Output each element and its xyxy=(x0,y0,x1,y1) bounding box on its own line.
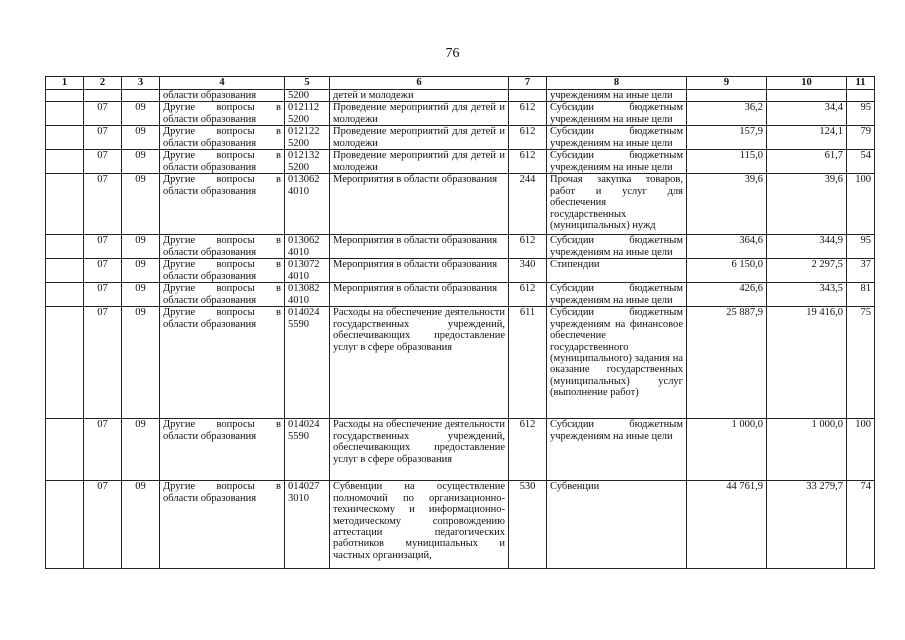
cell-col-3: 09 xyxy=(122,481,160,569)
cell-col-3 xyxy=(122,90,160,102)
cell-col-1 xyxy=(46,102,84,126)
cell-col-5: 5200 xyxy=(285,90,330,102)
cell-col-2: 07 xyxy=(84,235,122,259)
column-header: 9 xyxy=(687,77,767,90)
cell-col-1 xyxy=(46,259,84,283)
cell-col-1 xyxy=(46,283,84,307)
cell-col-5: 014024 5590 xyxy=(285,307,330,419)
cell-col-10: 124,1 xyxy=(767,126,847,150)
table-row xyxy=(46,259,875,283)
cell-col-7: 612 xyxy=(509,419,547,481)
column-header: 5 xyxy=(285,77,330,90)
cell-col-10: 61,7 xyxy=(767,150,847,174)
cell-col-6: Мероприятия в области образования xyxy=(330,283,509,307)
cell-col-11: 95 xyxy=(847,235,875,259)
cell-col-9: 39,6 xyxy=(687,174,767,235)
cell-col-4: Другие вопросы в области образования xyxy=(160,419,285,481)
column-header: 4 xyxy=(160,77,285,90)
cell-col-7: 612 xyxy=(509,235,547,259)
cell-col-1 xyxy=(46,307,84,419)
table-row xyxy=(46,307,875,419)
cell-col-3: 09 xyxy=(122,419,160,481)
cell-col-3: 09 xyxy=(122,307,160,419)
cell-col-3: 09 xyxy=(122,126,160,150)
cell-col-2: 07 xyxy=(84,283,122,307)
cell-col-11: 74 xyxy=(847,481,875,569)
cell-col-9: 25 887,9 xyxy=(687,307,767,419)
cell-col-3: 09 xyxy=(122,235,160,259)
cell-col-2: 07 xyxy=(84,259,122,283)
cell-col-1 xyxy=(46,126,84,150)
table-row xyxy=(46,150,875,174)
cell-col-8: Субсидии бюджетным учреждениям на иные цели xyxy=(547,419,687,481)
cell-col-10: 2 297,5 xyxy=(767,259,847,283)
cell-col-4: Другие вопросы в области образования xyxy=(160,481,285,569)
cell-col-3: 09 xyxy=(122,174,160,235)
cell-col-2: 07 xyxy=(84,307,122,419)
column-header: 6 xyxy=(330,77,509,90)
cell-col-8: Субсидии бюджетным учреждениям на иные цели xyxy=(547,126,687,150)
cell-col-9: 157,9 xyxy=(687,126,767,150)
cell-col-11: 79 xyxy=(847,126,875,150)
cell-col-8: Прочая закупка товаров, работ и услуг для обеспечения государственных (муниципальных) нужд xyxy=(547,174,687,235)
cell-col-11: 100 xyxy=(847,174,875,235)
cell-col-2: 07 xyxy=(84,481,122,569)
cell-col-5: 013062 4010 xyxy=(285,235,330,259)
cell-col-4: Другие вопросы в области образования xyxy=(160,150,285,174)
cell-col-11: 95 xyxy=(847,102,875,126)
cell-col-6: Мероприятия в области образования xyxy=(330,259,509,283)
header-row xyxy=(46,77,875,90)
cell-col-6: детей и молодежи xyxy=(330,90,509,102)
column-header: 10 xyxy=(767,77,847,90)
cell-col-5: 013062 4010 xyxy=(285,174,330,235)
cell-col-1 xyxy=(46,90,84,102)
cell-col-7: 244 xyxy=(509,174,547,235)
cell-col-7: 612 xyxy=(509,126,547,150)
cell-col-8: Субвенции xyxy=(547,481,687,569)
cell-col-5: 014027 3010 xyxy=(285,481,330,569)
cell-col-2: 07 xyxy=(84,102,122,126)
cell-col-8: Субсидии бюджетным учреждениям на иные цели xyxy=(547,235,687,259)
cell-col-6: Субвенции на осуществление полномочий по организационно-техническому и информационно-методическому сопровождению аттестации педагогических работников муниципальных и частных организаций, xyxy=(330,481,509,569)
cell-col-8: учреждениям на иные цели xyxy=(547,90,687,102)
column-header: 3 xyxy=(122,77,160,90)
table-row xyxy=(46,174,875,235)
cell-col-3: 09 xyxy=(122,283,160,307)
cell-col-6: Расходы на обеспечение деятельности государственных учреждений, обеспечивающих предоставление услуг в сфере образования xyxy=(330,419,509,481)
cell-col-3: 09 xyxy=(122,102,160,126)
cell-col-3: 09 xyxy=(122,259,160,283)
cell-col-10: 344,9 xyxy=(767,235,847,259)
cell-col-9: 1 000,0 xyxy=(687,419,767,481)
cell-col-7: 530 xyxy=(509,481,547,569)
cell-col-9: 426,6 xyxy=(687,283,767,307)
cell-col-4: Другие вопросы в области образования xyxy=(160,259,285,283)
table-row xyxy=(46,90,875,102)
cell-col-11: 81 xyxy=(847,283,875,307)
cell-col-4: Другие вопросы в области образования xyxy=(160,235,285,259)
cell-col-2: 07 xyxy=(84,126,122,150)
cell-col-6: Мероприятия в области образования xyxy=(330,174,509,235)
cell-col-8: Субсидии бюджетным учреждениям на иные цели xyxy=(547,102,687,126)
page-number: 76 xyxy=(445,46,460,61)
cell-col-2: 07 xyxy=(84,174,122,235)
table-row xyxy=(46,419,875,481)
cell-col-1 xyxy=(46,481,84,569)
cell-col-7: 340 xyxy=(509,259,547,283)
cell-col-7: 612 xyxy=(509,150,547,174)
table-row xyxy=(46,235,875,259)
cell-col-7: 612 xyxy=(509,102,547,126)
cell-col-6: Проведение мероприятий для детей и молодежи xyxy=(330,126,509,150)
cell-col-10: 19 416,0 xyxy=(767,307,847,419)
cell-col-4: области образования xyxy=(160,90,285,102)
cell-col-8: Стипендии xyxy=(547,259,687,283)
column-header: 2 xyxy=(84,77,122,90)
cell-col-1 xyxy=(46,150,84,174)
cell-col-11: 100 xyxy=(847,419,875,481)
cell-col-8: Субсидии бюджетным учреждениям на иные цели xyxy=(547,283,687,307)
cell-col-5: 012122 5200 xyxy=(285,126,330,150)
column-header: 1 xyxy=(46,77,84,90)
cell-col-10: 39,6 xyxy=(767,174,847,235)
cell-col-11: 37 xyxy=(847,259,875,283)
cell-col-5: 013072 4010 xyxy=(285,259,330,283)
cell-col-11: 75 xyxy=(847,307,875,419)
cell-col-7: 611 xyxy=(509,307,547,419)
cell-col-10: 34,4 xyxy=(767,102,847,126)
cell-col-1 xyxy=(46,235,84,259)
cell-col-6: Проведение мероприятий для детей и молодежи xyxy=(330,150,509,174)
cell-col-1 xyxy=(46,174,84,235)
cell-col-9: 44 761,9 xyxy=(687,481,767,569)
cell-col-3: 09 xyxy=(122,150,160,174)
cell-col-9: 364,6 xyxy=(687,235,767,259)
cell-col-6: Мероприятия в области образования xyxy=(330,235,509,259)
budget-table xyxy=(45,76,875,569)
cell-col-10: 1 000,0 xyxy=(767,419,847,481)
cell-col-4: Другие вопросы в области образования xyxy=(160,283,285,307)
table-row xyxy=(46,283,875,307)
cell-col-6: Проведение мероприятий для детей и молодежи xyxy=(330,102,509,126)
table-row xyxy=(46,481,875,569)
cell-col-4: Другие вопросы в области образования xyxy=(160,102,285,126)
cell-col-11 xyxy=(847,90,875,102)
cell-col-5: 012132 5200 xyxy=(285,150,330,174)
cell-col-2: 07 xyxy=(84,419,122,481)
column-header: 8 xyxy=(547,77,687,90)
cell-col-9 xyxy=(687,90,767,102)
cell-col-5: 012112 5200 xyxy=(285,102,330,126)
cell-col-4: Другие вопросы в области образования xyxy=(160,307,285,419)
cell-col-9: 115,0 xyxy=(687,150,767,174)
column-header: 7 xyxy=(509,77,547,90)
cell-col-7: 612 xyxy=(509,283,547,307)
cell-col-5: 014024 5590 xyxy=(285,419,330,481)
cell-col-10: 33 279,7 xyxy=(767,481,847,569)
cell-col-10: 343,5 xyxy=(767,283,847,307)
cell-col-11: 54 xyxy=(847,150,875,174)
cell-col-6: Расходы на обеспечение деятельности государственных учреждений, обеспечивающих предоставление услуг в сфере образования xyxy=(330,307,509,419)
cell-col-2 xyxy=(84,90,122,102)
cell-col-4: Другие вопросы в области образования xyxy=(160,174,285,235)
table-row xyxy=(46,126,875,150)
cell-col-7 xyxy=(509,90,547,102)
table-row xyxy=(46,102,875,126)
cell-col-1 xyxy=(46,419,84,481)
cell-col-9: 36,2 xyxy=(687,102,767,126)
cell-col-9: 6 150,0 xyxy=(687,259,767,283)
cell-col-8: Субсидии бюджетным учреждениям на финансовое обеспечение государственного (муниципального) задания на оказание государственных (муниципальных) услуг (выполнение работ) xyxy=(547,307,687,419)
cell-col-8: Субсидии бюджетным учреждениям на иные цели xyxy=(547,150,687,174)
cell-col-5: 013082 4010 xyxy=(285,283,330,307)
cell-col-10 xyxy=(767,90,847,102)
column-header: 11 xyxy=(847,77,875,90)
cell-col-4: Другие вопросы в области образования xyxy=(160,126,285,150)
cell-col-2: 07 xyxy=(84,150,122,174)
